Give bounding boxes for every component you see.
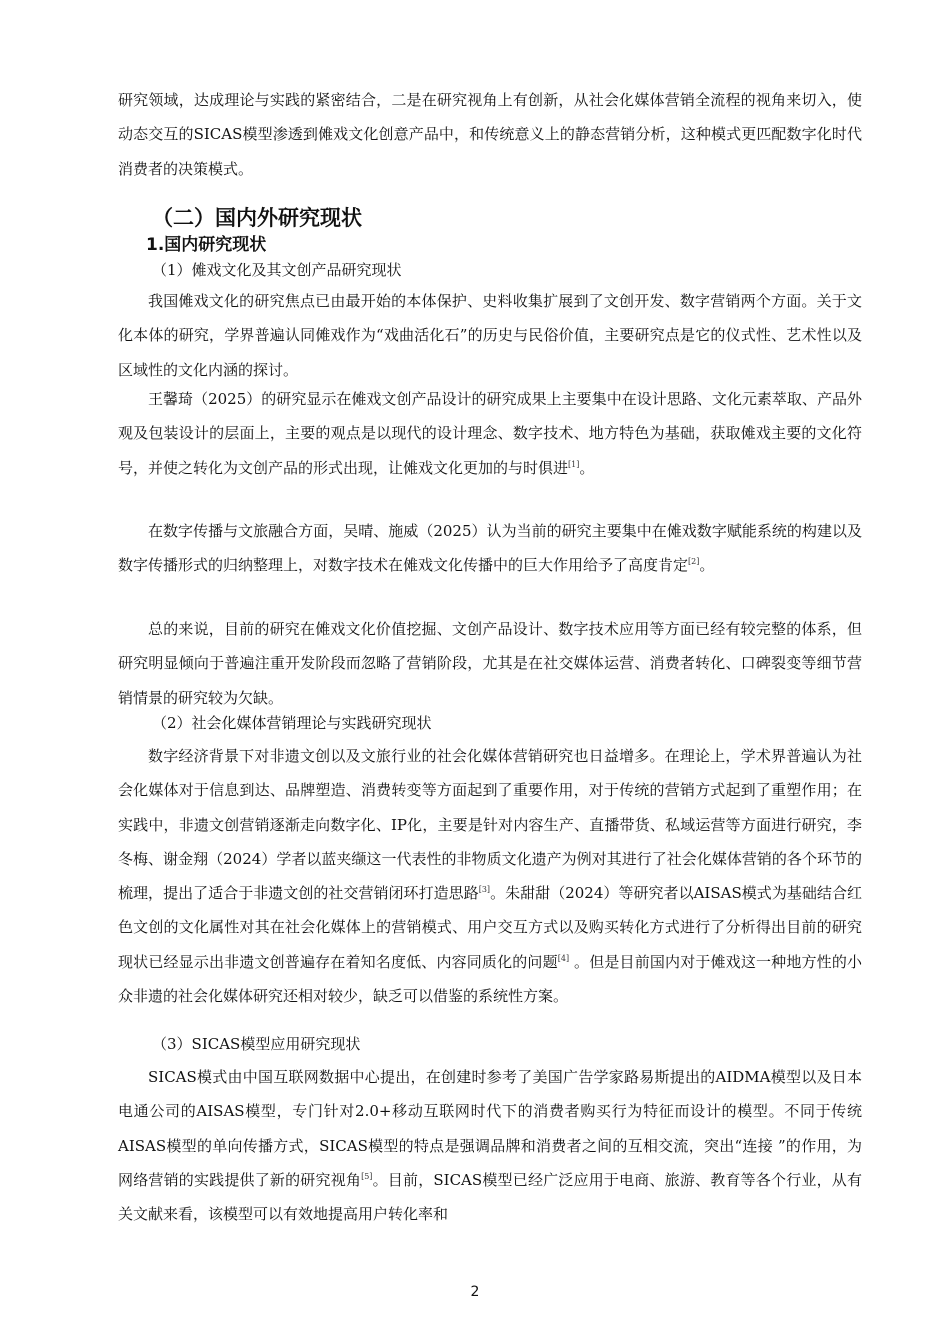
paragraph-text: 王馨琦（2025）的研究显示在傩戏文创产品设计的研究成果上主要集中在设计思路、文化元素萃取、产品外观及包装设计的层面上，主要的观点是以现代的设计理念、数字技术、地方特色为基础，获取傩戏主要的文化符号，并使之转化为文创产品的形式出现，让傩戏文化更加的与时俱进 bbox=[118, 390, 862, 477]
part1-paragraph-3 bbox=[118, 514, 862, 583]
part1-paragraph-2 bbox=[118, 382, 862, 485]
intro-paragraph: 研究领域，达成理论与实践的紧密结合，二是在研究视角上有创新，从社会化媒体营销全流程的视角来切入，使动态交互的SICAS模型渗透到傩戏文化创意产品中，和传统意义上的静态营销分析，这种模式更匹配数字化时代消费者的决策模式。 bbox=[118, 91, 862, 178]
paragraph-end: 。 bbox=[579, 458, 595, 477]
citation-ref: [1] bbox=[568, 459, 580, 469]
citation-ref: [2] bbox=[688, 557, 700, 567]
paragraph-text: SICAS模式由中国互联网数据中心提出，在创建时参考了美国广告学家路易斯提出的AIDMA模型以及日本电通公司的AISAS模型，专门针对2.0+移动互联网时代下的消费者购买行为特征而设计的模型。不同于传统AISAS模型的单向传播方式，SICAS模型的特点是强调品牌和消费者之间的互相交流，突出“连接 ”的作用，为网络营销的实践提供了新的研究视角 bbox=[118, 1068, 862, 1189]
citation-ref: [4] bbox=[557, 953, 570, 963]
part1-paragraph-4: 总的来说，目前的研究在傩戏文化价值挖掘、文创产品设计、数字技术应用等方面已经有较完整的体系，但研究明显倾向于普遍注重开发阶段而忽略了营销阶段，尤其是在社交媒体运营、消费者转化、口碑裂变等细节营销情景的研究较为欠缺。 bbox=[118, 620, 862, 707]
part1-paragraph-1: 我国傩戏文化的研究焦点已由最开始的本体保护、史料收集扩展到了文创开发、数字营销两个方面。关于文化本体的研究，学界普遍认同傩戏作为“戏曲活化石”的历史与民俗价值，主要研究点是它的仪式性、艺术性以及区域性的文化内涵的探讨。 bbox=[118, 292, 862, 379]
paragraph-text: 。目前，SICAS模型已经广泛应用于电商、旅游、教育等各个行业，从有关文献来看，该模型可以有效地提高用户转化率和 bbox=[118, 1170, 862, 1224]
paragraph-text: 数字经济背景下对非遗文创以及文旅行业的社会化媒体营销研究也日益增多。在理论上，学术界普遍认为社会化媒体对于信息到达、品牌塑造、消费转变等方面起到了重要作用，对于传统的营销方式起到了重塑作用；在实践中，非遗文创营销逐渐走向数字化、IP化，主要是针对内容生产、直播带货、私域运营等方面进行研究，李冬梅、谢金翔（2024）学者以蓝夹缬这一代表性的非物质文化遗产为例对其进行了社会化媒体营销的各个环节的梳理，提出了适合于非遗文创的社交营销闭环打造思路 bbox=[118, 747, 862, 903]
citation-ref: [5] bbox=[361, 1171, 373, 1181]
part3-heading: （3）SICAS模型应用研究现状 bbox=[152, 1035, 361, 1053]
subsection-heading: 1.国内研究现状 bbox=[146, 235, 267, 255]
part2-paragraph-1 bbox=[118, 739, 862, 1013]
paragraph-text: 。朱甜甜（2024）等研究者以AISAS模式为基础结合红色文创的文化属性对其在社会化媒体上的营销模式、用户交互方式以及购买转化方式进行了分析得出目前的研究现状已经显示出非遗文创普遍存在着知名度低、内容同质化的问题 bbox=[118, 884, 862, 971]
paragraph-text: 在数字传播与文旅融合方面，吴晴、施威（2025）认为当前的研究主要集中在傩戏数字赋能系统的构建以及数字传播形式的归纳整理上，对数字技术在傩戏文化传播中的巨大作用给予了高度肯定 bbox=[118, 522, 862, 575]
part2-heading: （2）社会化媒体营销理论与实践研究现状 bbox=[152, 714, 432, 732]
part3-paragraph-1 bbox=[118, 1060, 862, 1231]
page-number: 2 bbox=[470, 1284, 480, 1300]
paragraph-end: 。 bbox=[699, 556, 715, 575]
part1-heading: （1）傩戏文化及其文创产品研究现状 bbox=[152, 261, 402, 279]
paragraph-text: 。但是目前国内对于傩戏这一种地方性的小众非遗的社会化媒体研究还相对较少，缺乏可以借鉴的系统性方案。 bbox=[118, 952, 862, 1006]
section-heading: （二）国内外研究现状 bbox=[152, 206, 362, 230]
citation-ref: [3] bbox=[478, 885, 491, 895]
